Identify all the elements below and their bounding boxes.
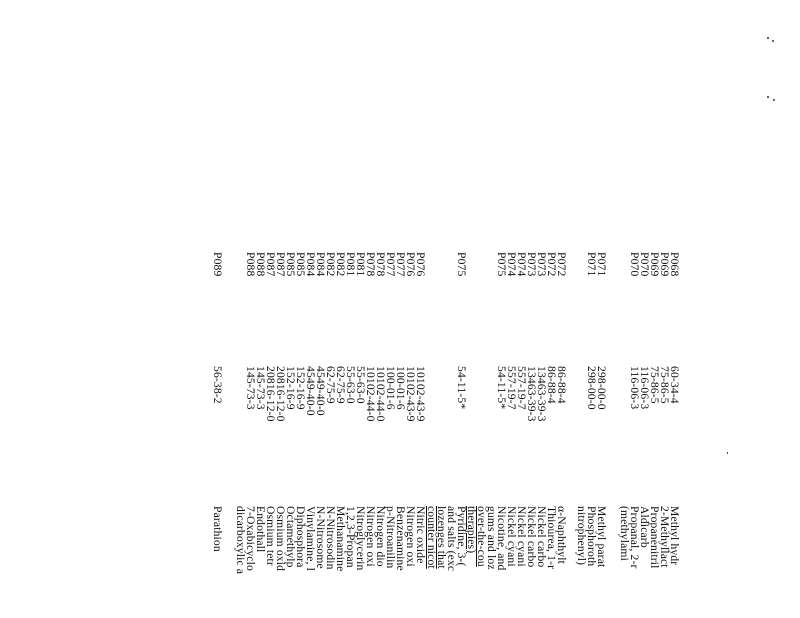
waste-code: P076 <box>414 252 427 277</box>
cas-number: 298-00-0 <box>585 366 598 410</box>
substance-name: Propanal, 2-r <box>628 506 641 569</box>
cas-number: 557-19-7 <box>505 366 518 410</box>
waste-code: P081 <box>354 252 367 277</box>
substance-name: nitrophenyl) <box>575 506 588 566</box>
cas-number: 298-00-0 <box>595 366 608 410</box>
waste-code: P073 <box>525 252 538 277</box>
substance-name: Aldicarb <box>638 506 651 548</box>
waste-code: P077 <box>394 252 407 277</box>
waste-code: P088 <box>244 252 257 277</box>
waste-code: P078 <box>364 252 377 277</box>
waste-code: P084 <box>304 252 317 277</box>
waste-code: P087 <box>264 252 277 277</box>
cas-number: 100-01-6 <box>394 366 407 410</box>
scan-speck <box>767 37 769 39</box>
cas-number: 20816-12-0 <box>264 366 277 422</box>
cas-number: 86-88-4 <box>555 366 568 404</box>
waste-code: P077 <box>384 252 397 277</box>
substance-name: N-Nitrosome <box>314 506 327 569</box>
substance-name: Pyridine, 3-( <box>455 506 468 567</box>
waste-code: P089 <box>211 252 224 277</box>
cas-number: 54-11-5* <box>455 366 468 410</box>
waste-code: P074 <box>505 252 518 277</box>
substance-name: over-the-cou <box>475 506 488 567</box>
substance-name: Phosphoroth <box>585 506 598 567</box>
substance-name: Osmium oxid <box>274 506 287 572</box>
cas-number: 13463-39-3 <box>535 366 548 422</box>
waste-code: P087 <box>274 252 287 277</box>
cas-number: 116-06-3 <box>638 366 651 410</box>
substance-name: p-Nitroanilin <box>384 506 397 569</box>
cas-number: 75-86-5 <box>648 366 661 404</box>
waste-code: P078 <box>374 252 387 277</box>
substance-name: Thiourea, 1-r <box>545 506 558 570</box>
substance-name: Parathion <box>211 506 224 552</box>
substance-name: 7-Oxabicyclo <box>244 506 257 571</box>
waste-code: P082 <box>334 252 347 277</box>
substance-name: 2-Methyllact <box>658 506 671 568</box>
scan-speck <box>772 40 774 42</box>
cas-number: 4549-40-0 <box>304 366 317 416</box>
cas-number: 75-86-5 <box>658 366 671 404</box>
substance-name: Methyl parat <box>595 506 608 568</box>
substance-name: Nickel cyani <box>505 506 518 567</box>
cas-number: 152-16-9 <box>284 366 297 410</box>
waste-code: P069 <box>648 252 661 277</box>
waste-code: P074 <box>515 252 528 277</box>
waste-code: P085 <box>284 252 297 277</box>
cas-number: 145-73-3 <box>244 366 257 410</box>
substance-name: counter nicot <box>425 506 438 569</box>
cas-number: 10102-44-0 <box>364 366 377 422</box>
waste-code: P085 <box>294 252 307 277</box>
cas-number: 152-16-9 <box>294 366 307 410</box>
substance-name: Nickel carbo <box>525 506 538 568</box>
substance-name: Nitroglycerin <box>354 506 367 571</box>
cas-number: 100-01-6 <box>384 366 397 410</box>
substance-name: Nitrogen oxi <box>364 506 377 567</box>
cas-number: 116-06-3 <box>628 366 641 410</box>
waste-code: P082 <box>324 252 337 277</box>
substance-name: Nitric oxide <box>414 506 427 564</box>
waste-code: P071 <box>595 252 608 277</box>
substance-name: Benzenamine <box>394 506 407 571</box>
substance-name: Nitrogen dio <box>374 506 387 567</box>
waste-code: P088 <box>254 252 267 277</box>
substance-name: and salts (exc <box>445 506 458 572</box>
cas-number: 54-11-5* <box>495 366 508 410</box>
scan-speck <box>767 96 769 98</box>
cas-number: 10102-43-9 <box>404 366 417 422</box>
substance-name: Diphosphora <box>294 506 307 568</box>
substance-name: Propanenitril <box>648 506 661 569</box>
cas-number: 56-38-2 <box>211 366 224 404</box>
waste-code: P072 <box>555 252 568 277</box>
scan-speck <box>727 452 728 454</box>
substance-name: Nitrogen oxi <box>404 506 417 567</box>
waste-code: P068 <box>668 252 681 277</box>
waste-code: P073 <box>535 252 548 277</box>
waste-code: P084 <box>314 252 327 277</box>
substance-name: Methyl hydr <box>668 506 681 566</box>
waste-code: P069 <box>658 252 671 277</box>
waste-code: P070 <box>628 252 641 277</box>
cas-number: 55-63-0 <box>344 366 357 404</box>
cas-number: 557-19-7 <box>515 366 528 410</box>
substance-name: Endothall <box>254 506 267 553</box>
scan-speck <box>773 99 775 101</box>
cas-number: 10102-44-0 <box>374 366 387 422</box>
cas-number: 60-34-4 <box>668 366 681 404</box>
substance-name: lozenges that <box>435 506 448 569</box>
substance-name: Nickel carbo <box>535 506 548 568</box>
substance-name: Osmium tetr <box>264 506 277 566</box>
substance-name: dicarboxylic a <box>234 506 247 575</box>
cas-number: 55-63-0 <box>354 366 367 404</box>
substance-name: 1,2,3-Propan <box>344 506 357 568</box>
waste-code: P072 <box>545 252 558 277</box>
waste-code: P071 <box>585 252 598 277</box>
substance-name: (methylami <box>618 506 631 561</box>
cas-number: 62-75-9 <box>334 366 347 404</box>
substance-name: N-Nitrosodin <box>324 506 337 570</box>
cas-number: 20816-12-0 <box>274 366 287 422</box>
waste-code: P075 <box>495 252 508 277</box>
substance-name: Nickel cyani <box>515 506 528 567</box>
substance-name: Octamethylp <box>284 506 297 568</box>
cas-number: 13463-39-3 <box>525 366 538 422</box>
waste-code: P076 <box>404 252 417 277</box>
substance-name: α-Naphthylt <box>555 506 568 564</box>
waste-code: P070 <box>638 252 651 277</box>
substance-name: gums and loz <box>485 506 498 570</box>
cas-number: 62-75-9 <box>324 366 337 404</box>
waste-code: P075 <box>455 252 468 277</box>
cas-number: 145-73-3 <box>254 366 267 410</box>
substance-name: Vinylamine, l <box>304 506 317 572</box>
cas-number: 10102-43-9 <box>414 366 427 422</box>
substance-name: Nicotine, and <box>495 506 508 571</box>
cas-number: 86-88-4 <box>545 366 558 404</box>
waste-code: P081 <box>344 252 357 277</box>
substance-name: therapies) <box>465 506 478 554</box>
cas-number: 4549-40-0 <box>314 366 327 416</box>
substance-name: Methanamine <box>334 506 347 572</box>
